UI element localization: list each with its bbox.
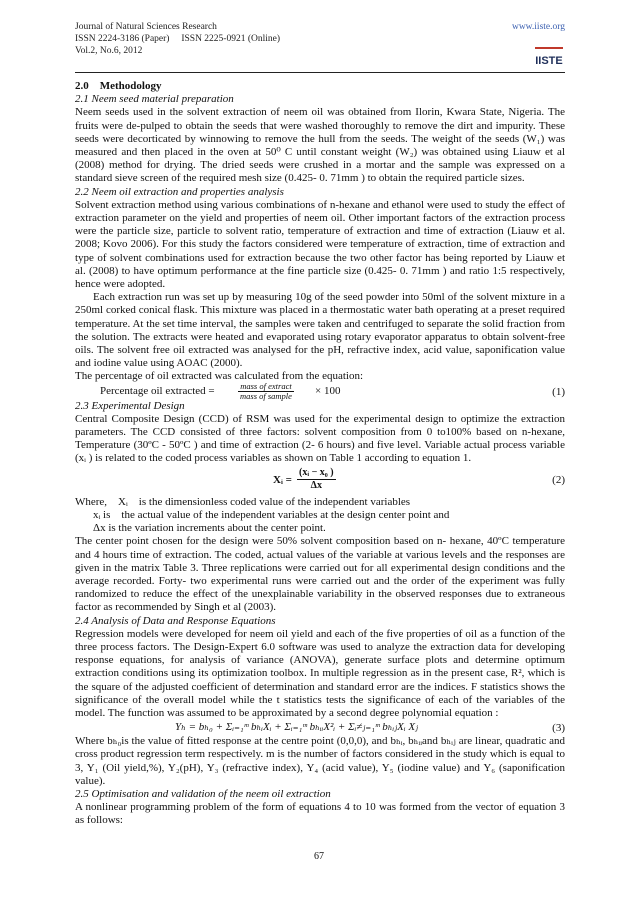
- equation-number: (3): [552, 722, 565, 735]
- paragraph: A nonlinear programming problem of the form of equations 4 to 10 was formed from the vector of equation 3 as follows:: [75, 801, 565, 827]
- page-number: 67: [314, 851, 324, 862]
- definition-line: Δx is the variation increments about the center point.: [93, 522, 326, 535]
- equation-1: [75, 380, 565, 401]
- equation-fraction: mass of extract mass of sample: [240, 380, 292, 401]
- subsection-heading: 2.1 Neem seed material preparation: [75, 93, 234, 106]
- header-rule: [75, 72, 565, 73]
- paragraph: Central Composite Design (CCD) of RSM was used for the experimental design to optimize the extraction parameters. The CCD consisted of three factors: solvent composition from 0 to100% based on n-hexane, Temperature (30ºC - 50ºC ) and time of extraction (2- 6 hours) and five level. Variable actual process variable (xᵢ ) is related to the coded process variables as shown on Table 1 according to equation 1.: [75, 412, 565, 465]
- equation-body: Yₕ = bₕ₀ + Σᵢ₌₁ᵐ bₕᵢXᵢ + Σᵢ₌₁ᵐ bₕᵢᵢX²ᵢ + Σᵢ≠ⱼ₌₁ᵐ bₕᵢⱼXᵢ Xⱼ: [175, 721, 419, 734]
- section-heading: 2.0 Methodology: [75, 80, 162, 92]
- definition-line: xᵢ is the actual value of the independent variables at the design center point and: [93, 508, 450, 521]
- equation-3: [75, 720, 565, 735]
- iiste-logo: [533, 38, 565, 68]
- paragraph: Where bₕ₀is the value of fitted response at the centre point (0,0,0), and bₕᵢ, bₕᵢᵢand bₕᵢⱼ are linear, quadratic and cross product regression term respectively. m is the number of factors considered in the study which is equal to 3, Y₁ (Oil yield,%), Y₂(pH), Y₃ (refractive index), Y₄ (acid value), Y₅ (iodine value) and Y₆ (saponification value).: [75, 735, 565, 787]
- equation-rhs: × 100: [315, 384, 341, 397]
- paragraph: The center point chosen for the design were 50% solvent composition based on n- hexane, 40ºC temperature and 4 hours time of extraction. The coded, actual values of the variable at various levels and the responses are given in the matrix Table 3. Three replications were carried out for all experimental design conditions and the average recorded. Forty- two experimental runs were carried out and the order of the experiment was fully randomized to reduce the effect of the unexplainable variability in the observed responses due to extraneous factor as recommended by Singh et al (2003).: [75, 535, 565, 614]
- subsection-heading: 2.5 Optimisation and validation of the neem oil extraction: [75, 787, 331, 800]
- equation-2: [75, 466, 565, 496]
- subsection-heading: 2.2 Neem oil extraction and properties analysis: [75, 185, 284, 198]
- issn-line: ISSN 2224-3186 (Paper) ISSN 2225-0921 (Online): [75, 34, 281, 44]
- equation-lhs: Xᵢ =: [273, 473, 292, 486]
- article-body: [75, 80, 565, 828]
- paragraph: Neem seeds used in the solvent extraction of neem oil was obtained from Ilorin, Kwara State, Nigeria. The fruits were de-pulped to obtain the seeds that were washed thoroughly to remove the dirt and impurity. These seeds were decorticated by winnowing to remove the hull from the seeds. The weight of the seeds (W₁) was measured and then placed in the oven at 50⁰ C until constant weight (W₂) was obtained using Liauw et al (2008) method for drying. The dried seeds were crushed in a mortar and the sample was expressed on a standard sieve screen of the required mesh size (0.425- 0. 71mm ) to obtain the required particle sizes.: [75, 106, 565, 185]
- svg-text:IISTE: IISTE: [535, 55, 563, 67]
- subsection-heading: 2.4 Analysis of Data and Response Equations: [75, 614, 276, 627]
- journal-url-link[interactable]: www.iiste.org: [511, 22, 565, 32]
- journal-name: Journal of Natural Sciences Research: [75, 22, 217, 32]
- equation-number: (2): [552, 473, 565, 486]
- paragraph: Solvent extraction method using various combinations of n-hexane and ethanol were used to study the effect of extraction parameter on the yield and properties of neem oil. Other important factors of the extraction process were the particle size, particle to solvent ratio, temperature of extraction and time of extraction (Liauw et al. 2008; Kovo 2006). For this study the factors considered were temperature of extraction, time of extraction and type of solvent combinations used for extraction because the two other factor has being reported by Liauw et al. (2008) to have optimum performance at the fine particle size (0.425- 0. 71mm ) and ratio 1:5 respectively, hence were adopted.: [75, 198, 565, 291]
- paragraph: Each extraction run was set up by measuring 10g of the seed powder into 50ml of the solvent mixture in a 250ml corked conical flask. This mixture was placed in a thermostatic water bath operating at a preset required temperature. At the set time interval, the samples were taken and centrifuged to separate the solid fraction from the solution. The extracts were heated and evaporated using rotary evaporator apparatus to obtain solvent-free oils. The solvent free oil extracted was analysed for the pH, refractive index, acid value, saponification value and iodine value using AOAC (2000).: [75, 291, 565, 370]
- volume-line: Vol.2, No.6, 2012: [75, 46, 143, 56]
- paragraph: The percentage of oil extracted was calculated from the equation:: [75, 370, 364, 383]
- definition-line: Where, Xᵢ is the dimensionless coded value of the independent variables: [75, 495, 411, 508]
- page-header: [75, 21, 565, 57]
- equation-number: (1): [552, 385, 565, 398]
- equation-lhs: Percentage oil extracted =: [100, 384, 215, 397]
- equation-fraction: $\frac{\text{(xᵢ − x₀ )}}{\Delta x}$: [299, 466, 334, 491]
- subsection-heading: 2.3 Experimental Design: [75, 399, 185, 412]
- paragraph: Regression models were developed for neem oil yield and each of the five properties of oil as a function of the three process factors. The Design-Expert 6.0 software was used to analyze the extraction data for developing response equations, for analysis of variance (ANOVA), generate surface plots and determine optimum extraction conditions using its optimization toolbox. In multiple regression as in the present case, R², which is the square of the adjusted coefficient of determination and standard error are the indices. F statistics shows the significance of the overall model while the t statistics tests the significance of each of the variables of the model. The function was assumed to be approximated by a second degree polynomial equation :: [75, 627, 565, 719]
